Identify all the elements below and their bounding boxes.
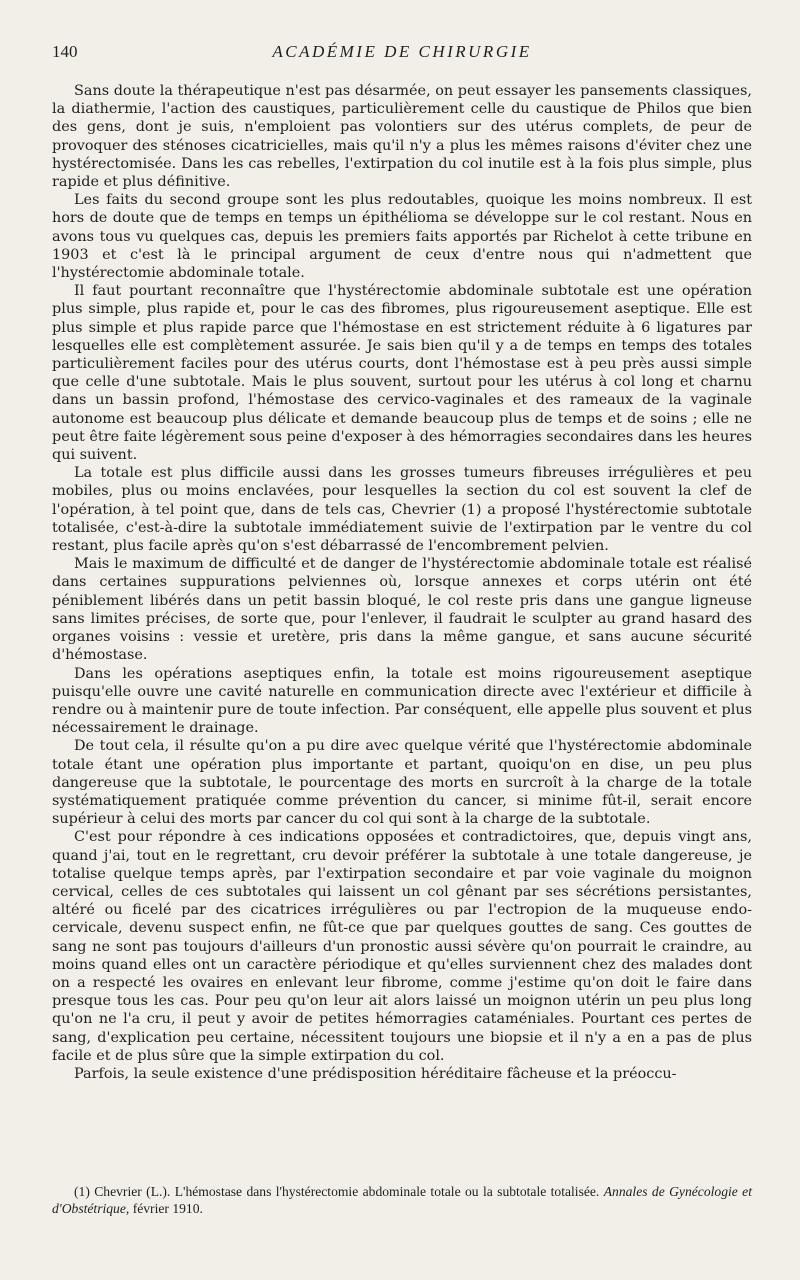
paragraph: Il faut pourtant reconnaître que l'hystérectomie abdominale subtotale est une opération plus simple, plus rapide et, pour le cas des fibromes, plus rigoureusement aseptique. Elle est plus simple et plus rapide parce que l'hémostase en est strictement réduite à 6 ligatures par lesquelles elle est complètement assurée. Je sais bien qu'il y a de temps en temps des totales particulièrement faciles pour des utérus courts, dont l'hémostase est à peu près aussi simple que celle d'une subtotale. Mais le plus souvent, surtout pour les utérus à col long et charnu dans un bassin profond, l'hémostase des cervico-vaginales et des rameaux de la vaginale autonome est beaucoup plus délicate et demande beaucoup plus de temps et de soins ; elle ne peut être faite légèrement sous peine d'exposer à des hémorragies secondaires dans les heures qui suivent. (52, 283, 752, 464)
running-header (52, 42, 752, 68)
paragraph: De tout cela, il résulte qu'on a pu dire avec quelque vérité que l'hystérectomie abdominale totale étant une opération plus importante et partant, quoiqu'on en dise, un peu plus dangereuse que la subtotale, le pourcentage des morts en surcroît à la charge de la totale systématiquement pratiquée comme prévention du cancer, si minime fût-il, serait encore supérieur à celui des morts par cancer du col qui sont à la charge de la subtotale. (52, 738, 752, 828)
paragraph: Sans doute la thérapeutique n'est pas désarmée, on peut essayer les pansements classiques, la diathermie, l'action des caustiques, particulièrement celle du caustique de Philos que bien des gens, dont je suis, n'emploient pas volontiers sur des utérus complets, de peur de provoquer des sténoses cicatricielles, mais qu'il n'y a plus les mêmes raisons d'éviter chez une hystérectomisée. Dans les cas rebelles, l'extirpation du col inutile est à la fois plus simple, plus rapide et plus définitive. (52, 83, 752, 191)
paragraph: Les faits du second groupe sont les plus redoutables, quoique les moins nombreux. Il est hors de doute que de temps en temps un épithélioma se développe sur le col restant. Nous en avons tous vu quelques cas, depuis les premiers faits apportés par Richelot à cette tribune en 1903 et c'est là le principal argument de ceux d'entre nous qui n'admettent que l'hystérectomie abdominale totale. (52, 192, 752, 282)
paragraph: Parfois, la seule existence d'une prédisposition héréditaire fâcheuse et la préoccu- (74, 1065, 677, 1082)
footnotes (52, 1183, 752, 1217)
footnote-date: février 1910. (132, 1201, 203, 1216)
page-number: 140 (52, 42, 78, 61)
footnote-journal: Annales de Gynécologie et d'Obstétrique, (52, 1184, 752, 1216)
paragraph: La totale est plus difficile aussi dans les grosses tumeurs fibreuses irrégulières et peu mobiles, plus ou moins enclavées, pour lesquelles la section du col est souvent la clef de l'opération, à tel point que, dans de tels cas, Chevrier (1) a proposé l'hystérectomie subtotale totalisée, c'est-à-dire la subtotale immédiatement suivie de l'extirpation par le ventre du col restant, plus facile après qu'on s'est débarrassé de l'encombrement pelvien. (52, 465, 752, 555)
footnote-reference: (1) Chevrier (L.). L'hémostase dans l'hystérectomie abdominale totale ou la subtotale totalisée. (74, 1184, 600, 1199)
paragraph: Dans les opérations aseptiques enfin, la totale est moins rigoureusement aseptique puisqu'elle ouvre une cavité naturelle en communication directe avec l'extérieur et difficile à rendre ou à maintenir pure de toute infection. Par conséquent, elle appelle plus souvent et plus nécessairement le drainage. (52, 665, 752, 737)
paragraph: C'est pour répondre à ces indications opposées et contradictoires, que, depuis vingt ans, quand j'ai, tout en le regrettant, cru devoir préférer la subtotale à une totale dangereuse, je totalise quelque temps après, par l'extirpation secondaire et par voie vaginale du moignon cervical, celles de ces subtotales qui laissent un col gênant par ses sécrétions persistantes, altéré ou ficelé par des cicatrices irrégulières ou par l'ectropion de la muqueuse endo-cervicale, devenu suspect enfin, ne fût-ce que par quelques gouttes de sang. Ces gouttes de sang ne sont pas toujours d'ailleurs d'un pronostic aussi sévère qu'on pourrait le craindre, au moins quand elles ont un caractère périodique et qu'elles surviennent chez des malades dont on a respecté les ovaires en enlevant leur fibrome, comme j'estime qu'on doit le faire dans presque tous les cas. Pour peu qu'on leur ait alors laissé un moignon utérin un peu plus long qu'on ne l'a cru, il peut y avoir de petites hémorragies cataméniales. Pourtant ces pertes de sang, d'explication peu certaine, nécessitent toujours une biopsie et il n'y a en a pas de plus facile et de plus sûre que la simple extirpation du col. (52, 829, 752, 1064)
page (52, 42, 752, 1083)
paragraph: Mais le maximum de difficulté et de danger de l'hystérectomie abdominale totale est réalisé dans certaines suppurations pelviennes où, lorsque annexes et corps utérin ont été péniblement libérés dans un petit bassin bloqué, le col reste pris dans une gangue ligneuse sans limites précises, de sorte que, pour l'enlever, il faudrait le sculpter au grand hasard des organes voisins : vessie et uretère, pris dans la même gangue, et sans aucune sécurité d'hémostase. (52, 556, 752, 664)
footnote (52, 1183, 752, 1217)
running-title: ACADÉMIE DE CHIRURGIE (272, 42, 532, 61)
body-text (52, 82, 752, 1083)
